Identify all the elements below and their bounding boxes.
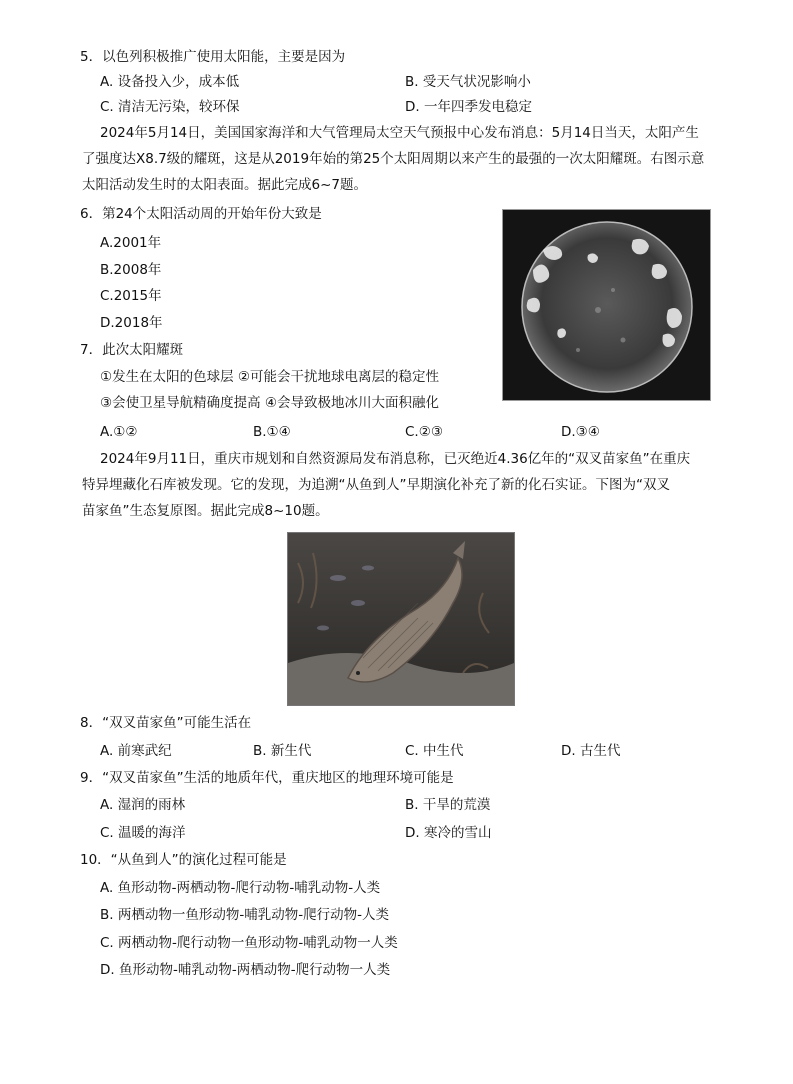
q7-statement-3-4: ③会使卫星导航精确度提高 ④会导致极地冰川大面积融化 xyxy=(100,395,439,411)
q9-option-d: D. 寒冷的雪山 xyxy=(405,825,492,841)
q7-option-a: A.①② xyxy=(100,424,138,440)
q8-option-a: A. 前寒武纪 xyxy=(100,743,172,759)
q7-option-c: C.②③ xyxy=(405,424,443,440)
q5-option-d: D. 一年四季发电稳定 xyxy=(405,99,532,115)
q6-option-a: A.2001年 xyxy=(100,235,162,251)
q6-option-d: D.2018年 xyxy=(100,315,163,331)
fish-reconstruction-image xyxy=(287,532,515,706)
material2-line3: 苗家鱼”生态复原图。据此完成8~10题。 xyxy=(82,503,329,519)
q8-stem: 8．“双叉苗家鱼”可能生活在 xyxy=(80,715,252,731)
q7-option-d: D.③④ xyxy=(561,424,600,440)
q6-stem: 6．第24个太阳活动周的开始年份大致是 xyxy=(80,206,322,222)
q8-option-d: D. 古生代 xyxy=(561,743,621,759)
q8-option-c: C. 中生代 xyxy=(405,743,464,759)
q8-option-b: B. 新生代 xyxy=(253,743,312,759)
q9-option-c: C. 温暖的海洋 xyxy=(100,825,186,841)
fish-illustration xyxy=(288,533,514,705)
q10-option-b: B. 两栖动物一鱼形动物-哺乳动物-爬行动物-人类 xyxy=(100,907,389,923)
q6-option-c: C.2015年 xyxy=(100,288,162,304)
q5-option-c: C. 清洁无污染，较环保 xyxy=(100,99,240,115)
q7-statement-1-2: ①发生在太阳的色球层 ②可能会干扰地球电离层的稳定性 xyxy=(100,369,439,385)
material2-line1: 2024年9月11日，重庆市规划和自然资源局发布消息称，已灭绝近4.36亿年的“双叉苗家鱼”在重庆 xyxy=(100,451,691,467)
material1-line3: 太阳活动发生时的太阳表面。据此完成6~7题。 xyxy=(82,177,367,193)
q5-option-b: B. 受天气状况影响小 xyxy=(405,74,531,90)
material1-line1: 2024年5月14日，美国国家海洋和大气管理局太空天气预报中心发布消息：5月14日当天，太阳产生 xyxy=(100,125,699,141)
material2-line2: 特异埋藏化石库被发现。它的发现，为追溯“从鱼到人”早期演化补充了新的化石实证。下图为“双叉 xyxy=(82,477,670,493)
q9-option-b: B. 干旱的荒漠 xyxy=(405,797,491,813)
sun-illustration xyxy=(503,210,710,400)
q10-stem: 10．“从鱼到人”的演化过程可能是 xyxy=(80,852,287,868)
q5-stem: 5．以色列积极推广使用太阳能，主要是因为 xyxy=(80,49,346,65)
q6-option-b: B.2008年 xyxy=(100,262,162,278)
sun-surface-image xyxy=(502,209,711,401)
q7-option-b: B.①④ xyxy=(253,424,291,440)
q10-option-c: C. 两栖动物-爬行动物一鱼形动物-哺乳动物一人类 xyxy=(100,935,398,951)
q9-stem: 9．“双叉苗家鱼”生活的地质年代，重庆地区的地理环境可能是 xyxy=(80,770,454,786)
q10-option-d: D. 鱼形动物-哺乳动物-两栖动物-爬行动物一人类 xyxy=(100,962,391,978)
q10-option-a: A. 鱼形动物-两栖动物-爬行动物-哺乳动物-人类 xyxy=(100,880,381,896)
q5-option-a: A. 设备投入少，成本低 xyxy=(100,74,240,90)
q7-stem: 7．此次太阳耀斑 xyxy=(80,342,184,358)
q9-option-a: A. 湿润的雨林 xyxy=(100,797,186,813)
material1-line2: 了强度达X8.7级的耀斑，这是从2019年始的第25个太阳周期以来产生的最强的一次太阳耀斑。右图示意 xyxy=(82,151,705,167)
